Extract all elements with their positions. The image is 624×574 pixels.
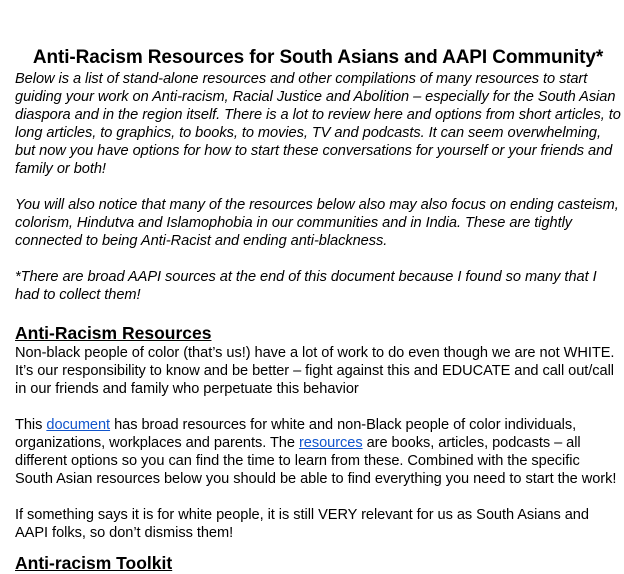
document-page <box>15 0 621 574</box>
section-paragraph-1: Non-black people of color (that’s us!) have a lot of work to do even though we are not WHITE. It’s our responsibility to know and be better – fight against this and EDUCATE and call out/call in our friends and family who perpetuate this behavior <box>15 345 615 397</box>
paragraph-text: This <box>15 417 47 433</box>
document-link[interactable]: document <box>46 417 111 433</box>
section-paragraph-3: If something says it is for white people, it is still VERY relevant for us as South Asians and AAPI folks, so don’t dismiss them! <box>15 507 589 541</box>
section-heading-anti-racism-resources: Anti-Racism Resources <box>15 323 212 343</box>
document-title: Anti-Racism Resources for South Asians and AAPI Community* <box>32 47 604 68</box>
section-heading-cut-off: Anti-racism Toolkit <box>15 553 173 573</box>
resources-link[interactable]: resources <box>298 435 363 451</box>
paragraph-text: are books, articles, podcasts – all different options so you can find the time to learn from these. Combined with the specific South Asian resources below you should be able to find everything you need to start the work! <box>15 435 617 487</box>
paragraph-spacer <box>15 250 621 268</box>
section-paragraph-2 <box>15 416 621 488</box>
intro-paragraph-3: *There are broad AAPI sources at the end of this document because I found so many that I had to collect them! <box>15 269 597 303</box>
paragraph-spacer <box>15 398 621 416</box>
paragraph-text: has broad resources for white and non-Black people of color individuals, organizations, workplaces and parents. The <box>15 417 577 451</box>
paragraph-spacer <box>15 304 621 322</box>
intro-paragraph-1: Below is a list of stand-alone resources and other compilations of many resources to start guiding your work on Anti-racism, Racial Justice and Abolition – especially for the South Asian diaspora and in the region itself. There is a lot to review here and options from short articles, to long articles, to graphics, to books, to movies, TV and podcasts. It can seem overwhelming, but now you have options for how to start these conversations for yourself or your friends and family or both! <box>15 71 621 177</box>
paragraph-spacer <box>15 178 621 196</box>
intro-paragraph-2: You will also notice that many of the resources below also may also focus on ending casteism, colorism, Hindutva and Islamophobia in our communities and in India. These are tightly connected to being Anti-Racist and ending anti-blackness. <box>15 197 619 249</box>
paragraph-spacer <box>15 488 621 506</box>
